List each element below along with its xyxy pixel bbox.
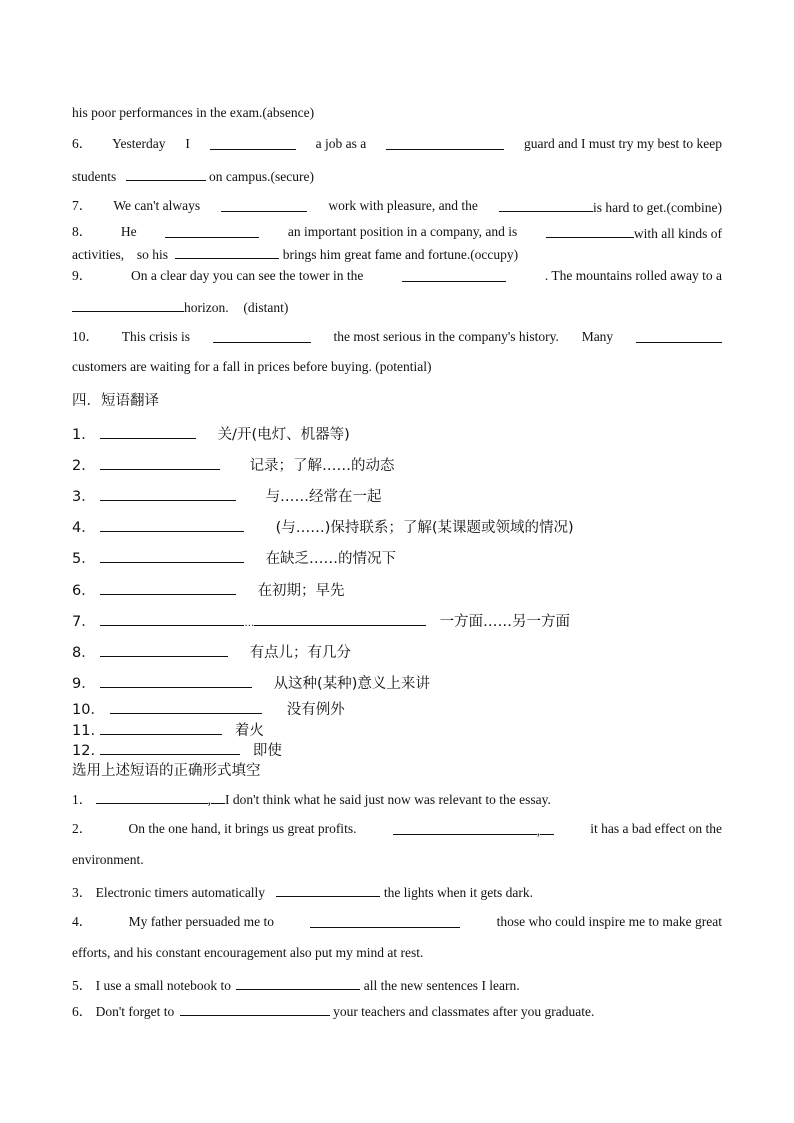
phrase-meaning: 在缺乏……的情况下 <box>265 551 397 567</box>
phrase-number: 10． <box>72 702 105 718</box>
fill-q3-text: Electronic timers automatically <box>95 885 266 900</box>
fill-heading <box>72 762 722 780</box>
q7-text: is hard to get.(combine) <box>593 200 722 215</box>
q9-line1 <box>72 267 722 285</box>
phrase-item <box>72 699 722 719</box>
q8-number: 8． <box>72 224 93 239</box>
q9-blank-1[interactable] <box>402 267 506 282</box>
phrase-meaning: 即使 <box>252 743 282 759</box>
fill-q2-blank-1[interactable] <box>393 820 537 835</box>
fill-q6 <box>72 1001 722 1021</box>
phrase-item <box>72 642 722 662</box>
phrase-number: 9． <box>72 676 96 692</box>
q6-blank-2[interactable] <box>386 135 504 150</box>
q9-number: 9． <box>72 268 93 283</box>
q10-number: 10． <box>72 329 99 344</box>
phrase-meaning: 着火 <box>234 723 264 739</box>
phrase-blank[interactable] <box>100 548 244 563</box>
q9-blank-2[interactable] <box>72 297 184 312</box>
q7-text: work with pleasure, and the <box>328 198 478 213</box>
fill-q4-text: My father persuaded me to <box>128 914 275 929</box>
q8-line1 <box>72 223 722 243</box>
fill-q2-comma: , <box>536 823 541 838</box>
fill-q2-text: it has a bad effect on the <box>590 821 722 836</box>
fill-q1-number: 1． <box>72 792 93 807</box>
fill-q3 <box>72 882 722 902</box>
fill-q4-number: 4． <box>72 914 93 929</box>
phrase-blank[interactable] <box>100 642 228 657</box>
phrase-item <box>72 548 722 568</box>
phrase-ellipsis: … <box>244 618 255 629</box>
phrase-item <box>72 486 722 506</box>
q9-text: horizon. <box>184 300 229 315</box>
q6-text: guard and I must try my best to keep <box>523 136 722 151</box>
fill-q2-text: On the one hand, it brings us great profits. <box>128 821 357 836</box>
phrase-blank[interactable] <box>100 486 236 501</box>
phrase-meaning: (与……)保持联系；了解(某课题或领域的情况) <box>275 520 574 536</box>
phrase-blank[interactable] <box>100 673 252 688</box>
fill-q2-line1 <box>72 820 722 840</box>
q6-text: students <box>72 169 117 184</box>
fill-q4-line1 <box>72 913 722 931</box>
q7-blank-1[interactable] <box>221 197 307 212</box>
q9-text: On a clear day you can see the tower in the <box>131 268 364 283</box>
fill-q2-number: 2． <box>72 821 93 836</box>
q8-text: with all kinds of <box>633 226 722 241</box>
q8-line2 <box>72 244 722 264</box>
fill-q4-text: efforts, and his constant encouragement also put my mind at rest. <box>72 945 424 960</box>
q6-blank-3[interactable] <box>126 166 206 181</box>
q9-text: (distant) <box>243 300 289 315</box>
q10-text: This crisis is <box>121 329 191 344</box>
fill-q5-number: 5． <box>72 978 93 993</box>
q8-text: He <box>120 224 137 239</box>
phrase-meaning: 在初期；早先 <box>257 583 345 599</box>
phrase-item <box>72 740 722 760</box>
fill-q5-text: all the new sentences I learn. <box>363 978 520 993</box>
phrase-meaning: 有点儿；有几分 <box>249 645 352 661</box>
phrase-meaning: 与……经常在一起 <box>265 489 382 505</box>
q8-blank-1[interactable] <box>165 223 259 238</box>
fill-section-title: 选用上述短语的正确形式填空 <box>72 763 261 779</box>
q8-text: so his <box>136 247 168 262</box>
q6-text: a job as a <box>315 136 367 151</box>
q8-blank-3[interactable] <box>175 244 279 259</box>
phrase-item <box>72 611 722 633</box>
phrase-meaning: 记录；了解……的动态 <box>249 458 395 474</box>
fill-q3-text: the lights when it gets dark. <box>383 885 534 900</box>
fill-q4-blank[interactable] <box>310 913 460 928</box>
q8-blank-2[interactable] <box>546 223 634 238</box>
fill-q3-blank[interactable] <box>276 882 380 897</box>
phrase-meaning: 一方面……另一方面 <box>439 614 571 630</box>
phrase-item <box>72 580 722 600</box>
phrase-number: 2． <box>72 458 96 474</box>
phrase-meaning: 从这种(某种)意义上来讲 <box>273 676 430 692</box>
fill-q2-line2 <box>72 851 722 869</box>
fill-q6-number: 6． <box>72 1004 93 1019</box>
phrase-meaning: 没有例外 <box>286 702 345 718</box>
fill-q6-text: your teachers and classmates after you graduate. <box>333 1004 595 1019</box>
phrase-item <box>72 673 722 693</box>
phrase-item <box>72 517 722 537</box>
q6-text: on campus.(secure) <box>209 169 314 184</box>
phrase-blank[interactable] <box>100 517 244 532</box>
q8-text: brings him great fame and fortune.(occupy) <box>282 247 519 262</box>
phrase-blank[interactable] <box>100 580 236 595</box>
q7-text: We can't always <box>113 198 201 213</box>
q10-line1 <box>72 328 722 346</box>
q6-text: Yesterday <box>112 136 166 151</box>
fill-q4-line2 <box>72 944 722 962</box>
phrase-blank[interactable] <box>100 720 222 735</box>
q10-blank-1[interactable] <box>213 328 311 343</box>
q10-text: Many <box>581 329 614 344</box>
fill-q1-blank-1[interactable] <box>96 789 208 804</box>
phrase-blank[interactable] <box>100 740 240 755</box>
fill-q1-blank-2[interactable] <box>211 789 225 804</box>
phrase-blank[interactable] <box>100 455 220 470</box>
phrase-number: 11. <box>72 723 96 739</box>
fill-q2-text: environment. <box>72 852 144 867</box>
phrase-number: 6． <box>72 583 96 599</box>
phrase-number: 5． <box>72 551 96 567</box>
q6-line2 <box>72 166 722 186</box>
q8-text: activities, <box>72 247 125 262</box>
fill-q1-text: I don't think what he said just now was relevant to the essay. <box>225 792 551 807</box>
q6-blank-1[interactable] <box>210 135 296 150</box>
q9-line2 <box>72 297 722 317</box>
q5-continuation <box>72 104 722 122</box>
q6-number: 6． <box>72 136 93 151</box>
fill-q6-text: Don't forget to <box>95 1004 175 1019</box>
fill-q3-number: 3． <box>72 885 93 900</box>
q7-number: 7． <box>72 198 93 213</box>
fill-q1 <box>72 789 722 809</box>
q9-text: . The mountains rolled away to a <box>544 268 722 283</box>
phrase-number: 1． <box>72 427 96 443</box>
fill-q2-blank-2[interactable] <box>540 820 554 835</box>
q5-text-end: his poor performances in the exam.(absence) <box>72 105 315 120</box>
q6-line1 <box>72 135 722 153</box>
section-heading <box>72 392 722 410</box>
phrase-number: 7． <box>72 614 96 630</box>
fill-q5 <box>72 975 722 995</box>
phrase-blank[interactable] <box>110 699 262 714</box>
fill-q5-text: I use a small notebook to <box>95 978 231 993</box>
q8-text: an important position in a company, and is <box>287 224 518 239</box>
phrase-item <box>72 424 722 444</box>
phrase-number: 8． <box>72 645 96 661</box>
fill-q6-blank[interactable] <box>180 1001 330 1016</box>
phrase-blank[interactable] <box>100 611 244 626</box>
phrase-number: 4． <box>72 520 96 536</box>
phrase-item <box>72 720 722 740</box>
phrase-number: 12. <box>72 743 96 759</box>
q10-text: customers are waiting for a fall in prices before buying. (potential) <box>72 359 432 374</box>
phrase-meaning: 关/开(电灯、机器等) <box>217 427 350 443</box>
phrase-number: 3． <box>72 489 96 505</box>
phrase-item <box>72 455 722 475</box>
q10-blank-2[interactable] <box>636 328 722 343</box>
fill-q4-text: those who could inspire me to make great <box>496 914 722 929</box>
fill-q1-comma: , <box>207 792 211 807</box>
section-4-title: 四．短语翻译 <box>72 393 159 409</box>
q10-line2 <box>72 358 722 376</box>
phrase-blank[interactable] <box>254 611 426 626</box>
fill-q5-blank[interactable] <box>236 975 360 990</box>
q7-line <box>72 197 722 217</box>
phrase-blank[interactable] <box>100 424 196 439</box>
q6-text: I <box>185 136 190 151</box>
q7-blank-2[interactable] <box>499 197 593 212</box>
q10-text: the most serious in the company's history. <box>333 329 559 344</box>
